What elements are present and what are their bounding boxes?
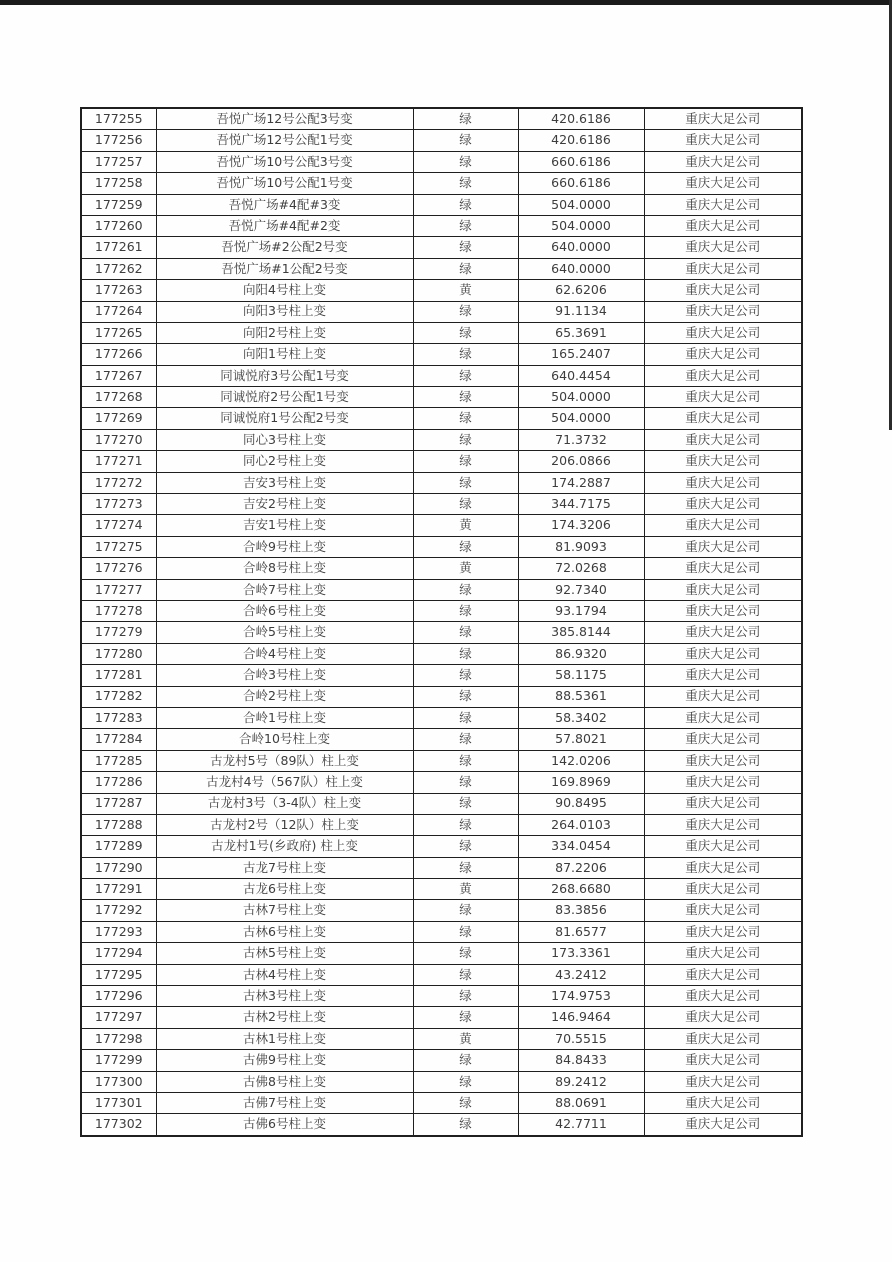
table-row [81,536,802,557]
cell-company: 重庆大足公司 [644,622,802,643]
cell-transformer-name: 合岭9号柱上变 [156,536,413,557]
cell-status-color: 绿 [413,943,518,964]
cell-load-value: 504.0000 [518,194,644,215]
cell-status-color: 绿 [413,900,518,921]
cell-status-color: 绿 [413,707,518,728]
cell-transformer-name: 古林6号柱上变 [156,921,413,942]
table-row [81,1114,802,1136]
table-row [81,515,802,536]
cell-company: 重庆大足公司 [644,750,802,771]
cell-transformer-name: 古林3号柱上变 [156,986,413,1007]
cell-transformer-name: 同诚悦府1号公配2号变 [156,408,413,429]
cell-company: 重庆大足公司 [644,772,802,793]
cell-status-color: 绿 [413,472,518,493]
cell-status-color: 绿 [413,322,518,343]
cell-company: 重庆大足公司 [644,921,802,942]
table-row [81,472,802,493]
cell-company: 重庆大足公司 [644,472,802,493]
cell-transformer-name: 古林4号柱上变 [156,964,413,985]
cell-load-value: 62.6206 [518,280,644,301]
cell-load-value: 86.9320 [518,643,644,664]
cell-status-color: 绿 [413,387,518,408]
cell-company: 重庆大足公司 [644,707,802,728]
table-row [81,857,802,878]
table-row [81,1071,802,1092]
cell-load-value: 88.5361 [518,686,644,707]
cell-transformer-name: 吾悦广场10号公配1号变 [156,173,413,194]
cell-load-value: 81.9093 [518,536,644,557]
cell-load-value: 344.7175 [518,494,644,515]
cell-status-color: 绿 [413,1007,518,1028]
cell-company: 重庆大足公司 [644,194,802,215]
cell-load-value: 90.8495 [518,793,644,814]
cell-record-id: 177290 [81,857,156,878]
cell-transformer-name: 向阳2号柱上变 [156,322,413,343]
cell-company: 重庆大足公司 [644,986,802,1007]
table-row [81,1050,802,1071]
cell-status-color: 绿 [413,130,518,151]
cell-record-id: 177283 [81,707,156,728]
table-row [81,1092,802,1113]
cell-status-color: 绿 [413,665,518,686]
cell-record-id: 177299 [81,1050,156,1071]
cell-transformer-name: 合岭6号柱上变 [156,600,413,621]
cell-company: 重庆大足公司 [644,344,802,365]
cell-record-id: 177273 [81,494,156,515]
cell-status-color: 绿 [413,964,518,985]
cell-transformer-name: 合岭8号柱上变 [156,558,413,579]
cell-transformer-name: 吾悦广场#4配#3变 [156,194,413,215]
table-row [81,258,802,279]
table-row [81,344,802,365]
cell-company: 重庆大足公司 [644,558,802,579]
cell-status-color: 绿 [413,1092,518,1113]
table-row [81,772,802,793]
cell-company: 重庆大足公司 [644,494,802,515]
cell-company: 重庆大足公司 [644,943,802,964]
table-row [81,836,802,857]
table-row [81,686,802,707]
cell-transformer-name: 古龙村2号（12队）柱上变 [156,814,413,835]
cell-record-id: 177261 [81,237,156,258]
cell-record-id: 177274 [81,515,156,536]
cell-company: 重庆大足公司 [644,108,802,130]
cell-company: 重庆大足公司 [644,151,802,172]
cell-transformer-name: 吾悦广场#1公配2号变 [156,258,413,279]
cell-load-value: 58.1175 [518,665,644,686]
cell-load-value: 206.0866 [518,451,644,472]
table-row [81,900,802,921]
cell-transformer-name: 向阳3号柱上变 [156,301,413,322]
cell-load-value: 504.0000 [518,408,644,429]
table-row [81,237,802,258]
cell-load-value: 174.3206 [518,515,644,536]
cell-status-color: 绿 [413,793,518,814]
cell-transformer-name: 合岭3号柱上变 [156,665,413,686]
cell-company: 重庆大足公司 [644,215,802,236]
cell-status-color: 绿 [413,986,518,1007]
table-row [81,173,802,194]
cell-status-color: 绿 [413,1071,518,1092]
cell-record-id: 177255 [81,108,156,130]
cell-load-value: 174.2887 [518,472,644,493]
cell-record-id: 177286 [81,772,156,793]
cell-transformer-name: 吾悦广场#2公配2号变 [156,237,413,258]
cell-status-color: 绿 [413,536,518,557]
cell-record-id: 177282 [81,686,156,707]
cell-load-value: 169.8969 [518,772,644,793]
cell-transformer-name: 古林1号柱上变 [156,1028,413,1049]
cell-company: 重庆大足公司 [644,793,802,814]
cell-transformer-name: 古佛8号柱上变 [156,1071,413,1092]
cell-company: 重庆大足公司 [644,408,802,429]
cell-transformer-name: 同心2号柱上变 [156,451,413,472]
cell-load-value: 83.3856 [518,900,644,921]
cell-record-id: 177297 [81,1007,156,1028]
cell-record-id: 177291 [81,879,156,900]
cell-record-id: 177295 [81,964,156,985]
cell-status-color: 绿 [413,729,518,750]
cell-status-color: 绿 [413,408,518,429]
cell-company: 重庆大足公司 [644,879,802,900]
table-row [81,215,802,236]
cell-company: 重庆大足公司 [644,836,802,857]
cell-status-color: 绿 [413,814,518,835]
cell-status-color: 绿 [413,429,518,450]
table-row [81,558,802,579]
cell-company: 重庆大足公司 [644,1092,802,1113]
cell-company: 重庆大足公司 [644,900,802,921]
cell-status-color: 绿 [413,643,518,664]
cell-record-id: 177294 [81,943,156,964]
cell-load-value: 42.7711 [518,1114,644,1136]
cell-record-id: 177296 [81,986,156,1007]
table-row [81,600,802,621]
cell-status-color: 绿 [413,494,518,515]
cell-company: 重庆大足公司 [644,665,802,686]
cell-status-color: 绿 [413,1114,518,1136]
cell-status-color: 绿 [413,622,518,643]
cell-transformer-name: 古龙6号柱上变 [156,879,413,900]
cell-transformer-name: 古龙村4号（567队）柱上变 [156,772,413,793]
cell-company: 重庆大足公司 [644,1114,802,1136]
cell-record-id: 177258 [81,173,156,194]
cell-load-value: 87.2206 [518,857,644,878]
cell-status-color: 绿 [413,173,518,194]
cell-record-id: 177301 [81,1092,156,1113]
table-row [81,665,802,686]
cell-record-id: 177264 [81,301,156,322]
cell-load-value: 420.6186 [518,108,644,130]
cell-transformer-name: 古佛9号柱上变 [156,1050,413,1071]
cell-company: 重庆大足公司 [644,814,802,835]
table-row [81,643,802,664]
cell-record-id: 177272 [81,472,156,493]
cell-load-value: 420.6186 [518,130,644,151]
cell-status-color: 绿 [413,857,518,878]
table-row [81,1007,802,1028]
cell-transformer-name: 古龙村5号（89队）柱上变 [156,750,413,771]
cell-company: 重庆大足公司 [644,451,802,472]
cell-transformer-name: 吾悦广场10号公配3号变 [156,151,413,172]
cell-status-color: 黄 [413,1028,518,1049]
cell-company: 重庆大足公司 [644,964,802,985]
cell-transformer-name: 合岭4号柱上变 [156,643,413,664]
cell-transformer-name: 古佛6号柱上变 [156,1114,413,1136]
cell-load-value: 660.6186 [518,151,644,172]
cell-company: 重庆大足公司 [644,258,802,279]
cell-load-value: 334.0454 [518,836,644,857]
cell-load-value: 84.8433 [518,1050,644,1071]
table-row [81,986,802,1007]
cell-record-id: 177267 [81,365,156,386]
cell-record-id: 177281 [81,665,156,686]
cell-company: 重庆大足公司 [644,1028,802,1049]
cell-status-color: 绿 [413,237,518,258]
cell-status-color: 绿 [413,1050,518,1071]
cell-status-color: 绿 [413,750,518,771]
cell-load-value: 43.2412 [518,964,644,985]
cell-load-value: 165.2407 [518,344,644,365]
cell-company: 重庆大足公司 [644,173,802,194]
cell-load-value: 89.2412 [518,1071,644,1092]
cell-record-id: 177269 [81,408,156,429]
table-row [81,814,802,835]
cell-record-id: 177266 [81,344,156,365]
cell-transformer-name: 古龙村1号(乡政府) 柱上变 [156,836,413,857]
table-row [81,964,802,985]
cell-load-value: 264.0103 [518,814,644,835]
cell-record-id: 177285 [81,750,156,771]
cell-transformer-name: 古龙村3号（3-4队）柱上变 [156,793,413,814]
table-row [81,301,802,322]
cell-status-color: 黄 [413,280,518,301]
cell-company: 重庆大足公司 [644,387,802,408]
table-row [81,1028,802,1049]
cell-transformer-name: 合岭2号柱上变 [156,686,413,707]
cell-status-color: 黄 [413,879,518,900]
table-row [81,921,802,942]
cell-record-id: 177271 [81,451,156,472]
cell-company: 重庆大足公司 [644,365,802,386]
cell-record-id: 177293 [81,921,156,942]
cell-record-id: 177277 [81,579,156,600]
cell-transformer-name: 吉安1号柱上变 [156,515,413,536]
cell-load-value: 92.7340 [518,579,644,600]
transformer-record-table [80,107,803,1137]
cell-load-value: 70.5515 [518,1028,644,1049]
table-row [81,365,802,386]
table-row [81,707,802,728]
cell-load-value: 660.6186 [518,173,644,194]
table-row [81,793,802,814]
table-row [81,280,802,301]
cell-company: 重庆大足公司 [644,1007,802,1028]
cell-record-id: 177270 [81,429,156,450]
cell-transformer-name: 合岭5号柱上变 [156,622,413,643]
cell-transformer-name: 吾悦广场12号公配1号变 [156,130,413,151]
cell-status-color: 绿 [413,772,518,793]
cell-record-id: 177284 [81,729,156,750]
table-row [81,494,802,515]
cell-company: 重庆大足公司 [644,280,802,301]
cell-transformer-name: 合岭1号柱上变 [156,707,413,728]
table-row [81,729,802,750]
cell-record-id: 177275 [81,536,156,557]
cell-record-id: 177289 [81,836,156,857]
cell-status-color: 绿 [413,151,518,172]
cell-status-color: 绿 [413,108,518,130]
cell-transformer-name: 古佛7号柱上变 [156,1092,413,1113]
table-row [81,322,802,343]
cell-record-id: 177292 [81,900,156,921]
cell-company: 重庆大足公司 [644,1071,802,1092]
cell-record-id: 177260 [81,215,156,236]
cell-record-id: 177259 [81,194,156,215]
cell-load-value: 93.1794 [518,600,644,621]
cell-company: 重庆大足公司 [644,643,802,664]
cell-load-value: 91.1134 [518,301,644,322]
cell-transformer-name: 同心3号柱上变 [156,429,413,450]
cell-record-id: 177276 [81,558,156,579]
cell-record-id: 177280 [81,643,156,664]
cell-record-id: 177298 [81,1028,156,1049]
cell-status-color: 绿 [413,600,518,621]
window-top-edge [0,0,892,5]
cell-transformer-name: 吉安3号柱上变 [156,472,413,493]
cell-record-id: 177265 [81,322,156,343]
cell-record-id: 177302 [81,1114,156,1136]
cell-status-color: 黄 [413,558,518,579]
cell-transformer-name: 同诚悦府2号公配1号变 [156,387,413,408]
cell-load-value: 71.3732 [518,429,644,450]
cell-status-color: 绿 [413,579,518,600]
cell-load-value: 174.9753 [518,986,644,1007]
cell-load-value: 142.0206 [518,750,644,771]
cell-transformer-name: 吾悦广场#4配#2变 [156,215,413,236]
cell-load-value: 385.8144 [518,622,644,643]
cell-load-value: 72.0268 [518,558,644,579]
cell-transformer-name: 向阳1号柱上变 [156,344,413,365]
cell-status-color: 绿 [413,451,518,472]
cell-status-color: 绿 [413,921,518,942]
table-row [81,194,802,215]
cell-transformer-name: 合岭7号柱上变 [156,579,413,600]
cell-company: 重庆大足公司 [644,515,802,536]
cell-record-id: 177257 [81,151,156,172]
cell-load-value: 57.8021 [518,729,644,750]
cell-company: 重庆大足公司 [644,237,802,258]
cell-company: 重庆大足公司 [644,600,802,621]
cell-transformer-name: 合岭10号柱上变 [156,729,413,750]
cell-transformer-name: 古林5号柱上变 [156,943,413,964]
cell-load-value: 268.6680 [518,879,644,900]
cell-status-color: 绿 [413,836,518,857]
cell-load-value: 81.6577 [518,921,644,942]
cell-record-id: 177278 [81,600,156,621]
table-row [81,451,802,472]
transformer-table-body [81,108,802,1136]
cell-record-id: 177262 [81,258,156,279]
cell-record-id: 177279 [81,622,156,643]
cell-load-value: 504.0000 [518,215,644,236]
table-row [81,408,802,429]
cell-company: 重庆大足公司 [644,686,802,707]
cell-load-value: 640.0000 [518,258,644,279]
table-row [81,750,802,771]
cell-status-color: 绿 [413,365,518,386]
table-row [81,108,802,130]
cell-load-value: 58.3402 [518,707,644,728]
cell-record-id: 177268 [81,387,156,408]
cell-transformer-name: 吾悦广场12号公配3号变 [156,108,413,130]
cell-status-color: 黄 [413,515,518,536]
cell-status-color: 绿 [413,258,518,279]
cell-transformer-name: 古林2号柱上变 [156,1007,413,1028]
cell-record-id: 177256 [81,130,156,151]
cell-company: 重庆大足公司 [644,322,802,343]
cell-transformer-name: 古龙7号柱上变 [156,857,413,878]
cell-record-id: 177288 [81,814,156,835]
cell-load-value: 146.9464 [518,1007,644,1028]
table-row [81,151,802,172]
cell-company: 重庆大足公司 [644,857,802,878]
cell-status-color: 绿 [413,215,518,236]
cell-company: 重庆大足公司 [644,130,802,151]
cell-status-color: 绿 [413,344,518,365]
cell-transformer-name: 吉安2号柱上变 [156,494,413,515]
cell-status-color: 绿 [413,686,518,707]
cell-company: 重庆大足公司 [644,729,802,750]
cell-transformer-name: 同诚悦府3号公配1号变 [156,365,413,386]
cell-record-id: 177300 [81,1071,156,1092]
table-row [81,130,802,151]
cell-status-color: 绿 [413,194,518,215]
table-row [81,622,802,643]
table-row [81,943,802,964]
cell-status-color: 绿 [413,301,518,322]
cell-load-value: 88.0691 [518,1092,644,1113]
cell-transformer-name: 古林7号柱上变 [156,900,413,921]
table-row [81,879,802,900]
cell-company: 重庆大足公司 [644,1050,802,1071]
cell-record-id: 177287 [81,793,156,814]
cell-load-value: 640.0000 [518,237,644,258]
cell-load-value: 504.0000 [518,387,644,408]
cell-company: 重庆大足公司 [644,301,802,322]
cell-company: 重庆大足公司 [644,536,802,557]
table-row [81,429,802,450]
cell-company: 重庆大足公司 [644,579,802,600]
table-row [81,579,802,600]
cell-load-value: 640.4454 [518,365,644,386]
cell-record-id: 177263 [81,280,156,301]
cell-company: 重庆大足公司 [644,429,802,450]
cell-load-value: 173.3361 [518,943,644,964]
cell-load-value: 65.3691 [518,322,644,343]
table-row [81,387,802,408]
cell-transformer-name: 向阳4号柱上变 [156,280,413,301]
